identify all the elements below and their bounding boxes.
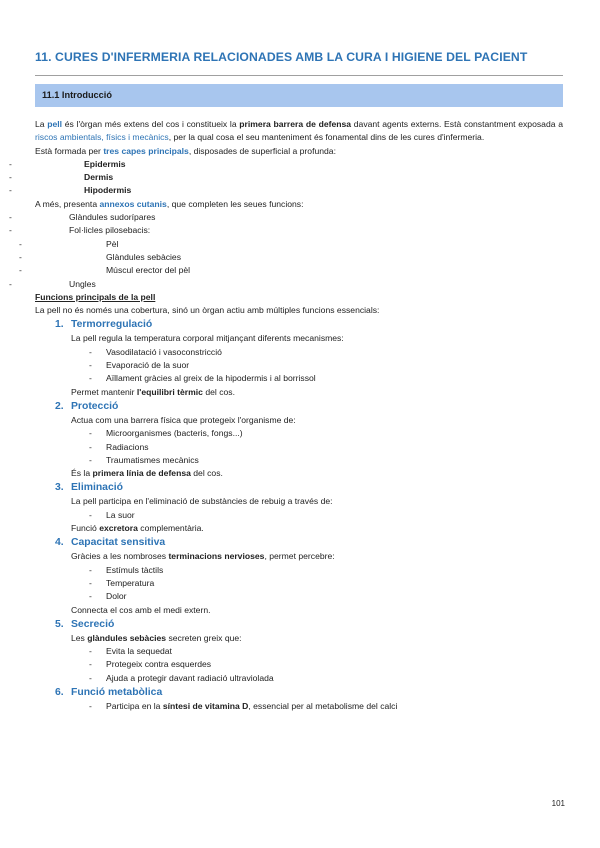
function-intro: Gràcies a les nombroses terminacions nervioses, permet percebre: bbox=[71, 551, 335, 562]
function-title: 6. Funció metabòlica bbox=[55, 686, 163, 698]
list-item: - Hipodermis bbox=[35, 184, 563, 197]
term-annexos: annexos cutanis bbox=[99, 198, 167, 209]
annexes-list bbox=[35, 211, 563, 291]
list-item: - Protegeix contra esquerdes bbox=[71, 658, 563, 671]
layers-list bbox=[35, 158, 563, 198]
list-item: - Ajuda a protegir davant radiació ultraviolada bbox=[71, 672, 563, 685]
term-primera-barrera: primera barrera de defensa bbox=[239, 119, 352, 129]
term-riscos: riscos ambientals, físics i mecànics bbox=[35, 132, 169, 143]
function-capacitat-sensitiva bbox=[55, 535, 563, 616]
section-title: 11.1 Introducció bbox=[42, 90, 112, 100]
function-intro: La pell participa en l'eliminació de substàncies de rebuig a través de: bbox=[71, 496, 333, 507]
list-item: - Pèl bbox=[35, 238, 563, 251]
list-item: - Evaporació de la suor bbox=[71, 359, 563, 372]
list-item: - Ungles bbox=[35, 278, 563, 291]
annexes-intro: A més, presenta annexos cutanis, que completen les seues funcions: bbox=[35, 198, 304, 209]
list-item: - Glàndules sudorípares bbox=[35, 211, 563, 224]
list-item: - Microorganismes (bacteris, fongs...) bbox=[71, 427, 563, 440]
list-item: - La suor bbox=[71, 509, 563, 522]
function-title: 2. Protecció bbox=[55, 400, 119, 412]
list-item: - Participa en la síntesi de vitamina D, essencial per al metabolisme del calci bbox=[71, 700, 563, 713]
list-item: - Vasodilatació i vasoconstricció bbox=[71, 346, 563, 359]
layers-intro: Està formada per tres capes principals, disposades de superficial a profunda: bbox=[35, 145, 336, 156]
term-tres-capes: tres capes principals bbox=[103, 145, 189, 156]
list-item: - Epidermis bbox=[35, 158, 563, 171]
list-item: - Evita la sequedat bbox=[71, 645, 563, 658]
function-termorregulacio bbox=[55, 317, 563, 398]
list-item: - Temperatura bbox=[71, 577, 563, 590]
chapter-title: 11. CURES D'INFERMERIA RELACIONADES AMB LA CURA I HIGIENE DEL PACIENT bbox=[35, 50, 528, 64]
function-title: 1. Termorregulació bbox=[55, 319, 153, 331]
functions-heading: Funcions principals de la pell bbox=[35, 291, 156, 302]
title-divider bbox=[35, 75, 563, 76]
function-closing: És la primera línia de defensa del cos. bbox=[71, 468, 223, 479]
function-proteccio bbox=[55, 399, 563, 480]
function-intro: Les glàndules sebàcies secreten greix que: bbox=[71, 632, 242, 643]
intro-paragraph: La pell és l'òrgan més extens del cos i constitueix la primera barrera de defensa davant agents externs. Està constantment exposada a riscos ambientals, físics i mecànics, per la qual cosa el seu manteniment és fonamental dins de les cures d'infermeria. bbox=[35, 119, 563, 143]
list-item: - Estímuls tàctils bbox=[71, 564, 563, 577]
list-item: - Fol·licles pilosebacis: bbox=[35, 224, 563, 237]
functions-intro: La pell no és només una cobertura, sinó un òrgan actiu amb múltiples funcions essencials: bbox=[35, 305, 380, 316]
function-closing: Funció excretora complementària. bbox=[71, 523, 204, 534]
function-eliminacio bbox=[55, 480, 563, 535]
section-header bbox=[35, 84, 563, 107]
page-number: 101 bbox=[551, 799, 565, 808]
function-intro: Actua com una barrera física que protegeix l'organisme de: bbox=[71, 414, 296, 425]
function-title: 5. Secreció bbox=[55, 618, 115, 630]
function-title: 3. Eliminació bbox=[55, 482, 123, 494]
list-item: - Dermis bbox=[35, 171, 563, 184]
list-item: - Dolor bbox=[71, 590, 563, 603]
list-item: - Glàndules sebàcies bbox=[35, 251, 563, 264]
function-metabolica bbox=[55, 685, 563, 713]
function-closing: Connecta el cos amb el medi extern. bbox=[71, 604, 211, 615]
function-closing: Permet mantenir l'equilibri tèrmic del cos. bbox=[71, 386, 235, 397]
list-item: - Múscul erector del pèl bbox=[35, 264, 563, 277]
function-title: 4. Capacitat sensitiva bbox=[55, 537, 166, 549]
list-item: - Radiacions bbox=[71, 441, 563, 454]
term-pell: pell bbox=[47, 119, 63, 129]
list-item: - Aïllament gràcies al greix de la hipodermis i al borrissol bbox=[71, 372, 563, 385]
page-content bbox=[35, 118, 563, 713]
function-secrecio bbox=[55, 617, 563, 685]
function-intro: La pell regula la temperatura corporal mitjançant diferents mecanismes: bbox=[71, 333, 344, 344]
list-item: - Traumatismes mecànics bbox=[71, 454, 563, 467]
